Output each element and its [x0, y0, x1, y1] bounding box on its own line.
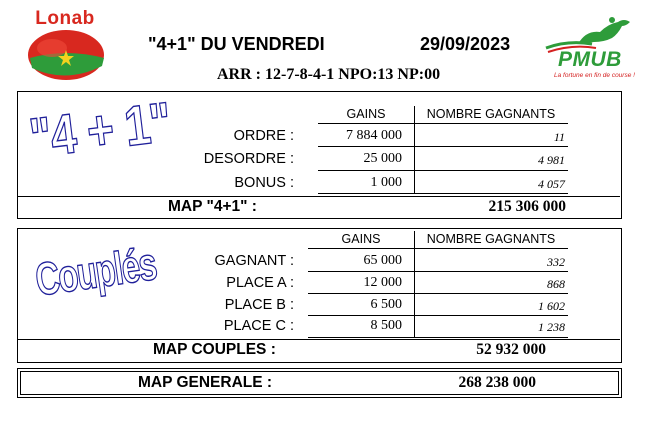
pmub-tagline: La fortune en fin de course ! — [554, 72, 635, 79]
pmub-logo-text: PMUB — [558, 48, 622, 71]
race-date: 29/09/2023 — [420, 34, 511, 54]
pmub-logo — [538, 14, 650, 84]
lonab-logo — [22, 8, 108, 82]
gain-gagnant: 65 000 — [363, 253, 402, 268]
gain-place-a: 12 000 — [363, 275, 402, 290]
row-divider — [308, 271, 568, 272]
row-divider — [308, 315, 568, 316]
map-couples-label: MAP COUPLES : — [153, 341, 276, 358]
couples-big-label: Couplés — [32, 237, 159, 306]
row-label-place-b: PLACE B : — [224, 297, 294, 313]
lonab-logo-text: Lonab — [35, 8, 95, 29]
row-label-place-a: PLACE A : — [226, 275, 294, 291]
row-label-gagnant: GAGNANT : — [214, 253, 294, 269]
gains-header: GAINS — [346, 107, 386, 121]
gain-place-c: 8 500 — [370, 318, 402, 333]
winners-place-a: 868 — [547, 277, 565, 291]
row-label-desordre: DESORDRE : — [203, 151, 294, 167]
four-plus-one-panel — [17, 91, 622, 219]
map-general-label: MAP GENERALE : — [138, 374, 273, 391]
winners-desordre: 4 981 — [538, 153, 565, 167]
general-panel — [17, 368, 622, 398]
row-divider — [318, 146, 568, 147]
gains-header: GAINS — [341, 232, 381, 246]
gain-desordre: 25 000 — [363, 151, 402, 166]
winners-place-b: 1 602 — [538, 299, 565, 313]
map-couples-value: 52 932 000 — [476, 341, 546, 358]
map-general-value: 268 238 000 — [458, 374, 536, 391]
row-divider — [318, 170, 568, 171]
winners-header: NOMBRE GAGNANTS — [426, 107, 556, 121]
column-divider — [414, 106, 415, 193]
gain-ordre: 7 884 000 — [346, 128, 402, 143]
winners-header: NOMBRE GAGNANTS — [426, 232, 556, 246]
map-divider — [18, 339, 620, 340]
header-underline — [308, 248, 568, 249]
gain-place-b: 6 500 — [370, 297, 402, 312]
row-label-ordre: ORDRE : — [233, 128, 294, 144]
couples-panel — [17, 228, 622, 363]
row-divider — [308, 293, 568, 294]
map-four-plus-one-value: 215 306 000 — [488, 198, 566, 215]
map-four-plus-one-label: MAP "4+1" : — [168, 198, 257, 215]
row-divider — [308, 337, 568, 338]
winners-ordre: 11 — [553, 130, 565, 144]
row-divider — [318, 193, 568, 194]
map-divider — [18, 196, 620, 197]
header-underline — [318, 123, 568, 124]
gain-bonus: 1 000 — [370, 175, 402, 190]
page-title: "4+1" DU VENDREDI — [148, 34, 325, 54]
winners-place-c: 1 238 — [538, 320, 565, 334]
arrival-line: ARR : 12-7-8-4-1 NPO:13 NP:00 — [217, 66, 441, 83]
column-divider — [414, 231, 415, 337]
row-label-place-c: PLACE C : — [223, 318, 294, 334]
four-plus-one-big-label: "4 + 1" — [26, 89, 174, 170]
winners-gagnant: 332 — [547, 255, 565, 269]
winners-bonus: 4 057 — [538, 177, 565, 191]
row-label-bonus: BONUS : — [234, 175, 294, 191]
